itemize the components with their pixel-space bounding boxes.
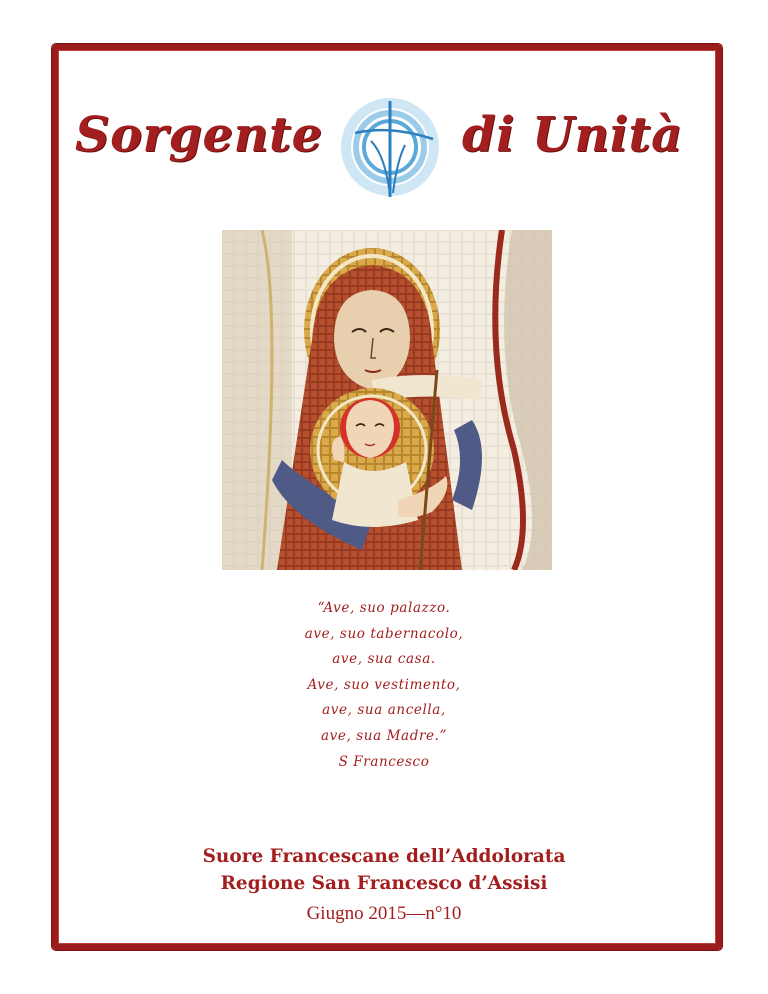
quote-attribution: S Francesco: [338, 753, 430, 770]
quote-line: Ave, suo vestimento,: [307, 676, 461, 693]
masthead: [0, 95, 768, 205]
issue-label: Giugno 2015—n°10: [306, 903, 462, 924]
quote-line: ave, sua Madre.”: [321, 727, 447, 744]
cross-tau-logo-icon: [335, 95, 445, 205]
title-right: di Unità: [462, 107, 683, 163]
madonna-child-mosaic-icon: [222, 230, 552, 570]
organization-line-1: Suore Francescane dell’Addolorata: [202, 846, 566, 867]
organization-name: [134, 843, 634, 897]
quote-line: “Ave, suo palazzo.: [317, 600, 451, 616]
title-left: Sorgente: [75, 107, 323, 163]
quote-line: ave, sua ancella,: [322, 702, 446, 719]
quote-line: ave, suo tabernacolo,: [304, 625, 464, 642]
organization-line-2: Regione San Francesco d’Assisi: [220, 873, 548, 894]
quote-block: [184, 596, 584, 775]
quote-line: ave, sua casa.: [332, 651, 436, 668]
